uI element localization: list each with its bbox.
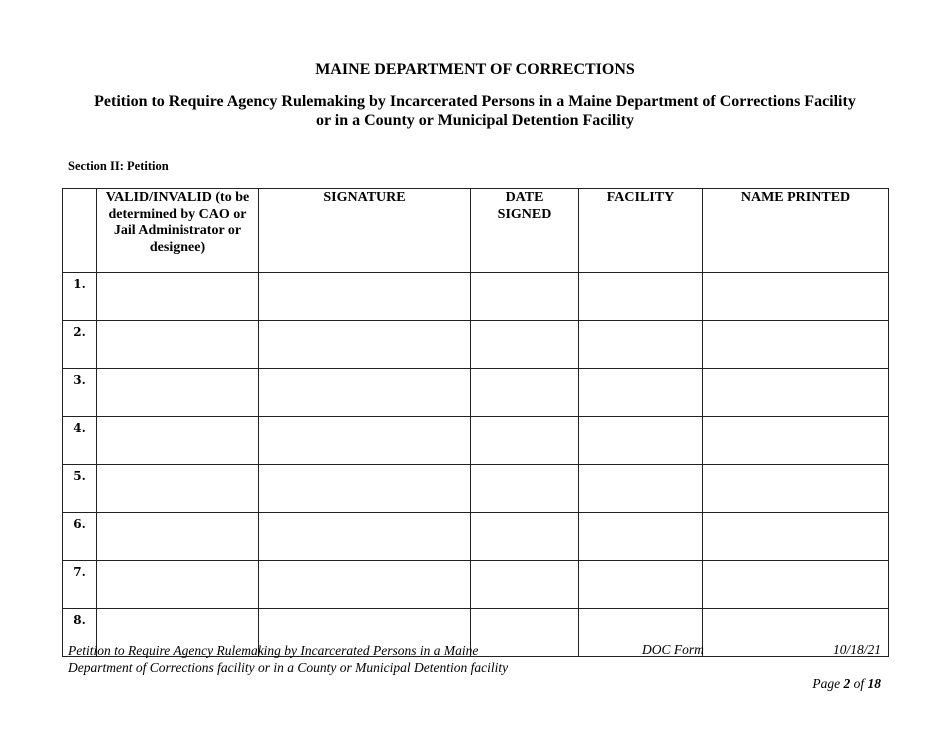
name-printed-cell[interactable]	[703, 321, 889, 369]
row-number: 8.	[63, 609, 97, 657]
row-number: 5.	[63, 465, 97, 513]
facility-cell[interactable]	[579, 465, 703, 513]
valid-invalid-cell[interactable]	[97, 273, 259, 321]
table-row	[63, 417, 889, 465]
date-signed-cell[interactable]	[471, 561, 579, 609]
name-printed-cell[interactable]	[703, 513, 889, 561]
section-label: Section II: Petition	[68, 159, 169, 173]
row-number: 4.	[63, 417, 97, 465]
valid-invalid-cell[interactable]	[97, 417, 259, 465]
row-number: 7.	[63, 561, 97, 609]
facility-cell[interactable]	[579, 561, 703, 609]
row-number: 6.	[63, 513, 97, 561]
row-number: 2.	[63, 321, 97, 369]
petition-title-line1: Petition to Require Agency Rulemaking by Incarcerated Persons in a Maine Department of Corrections Facility	[94, 93, 856, 110]
valid-invalid-cell[interactable]	[97, 465, 259, 513]
footer-line2: Department of Corrections facility or in a County or Municipal Detention facility	[68, 660, 509, 675]
page-current: 2	[843, 676, 851, 691]
signature-cell[interactable]	[259, 273, 471, 321]
table-row	[63, 273, 889, 321]
date-signed-cell[interactable]	[471, 321, 579, 369]
petition-title	[60, 92, 890, 130]
page-total: 18	[867, 676, 881, 691]
agency-title: MAINE DEPARTMENT OF CORRECTIONS	[315, 61, 635, 78]
column-header-number	[63, 189, 97, 273]
signature-cell[interactable]	[259, 465, 471, 513]
date-signed-cell[interactable]	[471, 513, 579, 561]
footer-line1: Petition to Require Agency Rulemaking by Incarcerated Persons in a Maine	[68, 643, 479, 658]
valid-invalid-cell[interactable]	[97, 321, 259, 369]
signature-cell[interactable]	[259, 321, 471, 369]
page-prefix: Page	[812, 676, 841, 691]
date-signed-cell[interactable]	[471, 465, 579, 513]
table-row	[63, 561, 889, 609]
table-header-row	[63, 189, 889, 273]
column-header-facility: FACILITY	[579, 189, 703, 273]
facility-cell[interactable]	[579, 417, 703, 465]
name-printed-cell[interactable]	[703, 369, 889, 417]
table-row	[63, 369, 889, 417]
footer-date: 10/18/21	[832, 642, 881, 657]
facility-cell[interactable]	[579, 369, 703, 417]
valid-invalid-cell[interactable]	[97, 513, 259, 561]
facility-cell[interactable]	[579, 321, 703, 369]
column-header-name-printed: NAME PRINTED	[703, 189, 889, 273]
page-of: of	[853, 676, 865, 691]
facility-cell[interactable]	[579, 273, 703, 321]
signature-cell[interactable]	[259, 561, 471, 609]
column-header-date-signed: DATE SIGNED	[471, 189, 579, 273]
valid-invalid-cell[interactable]	[97, 369, 259, 417]
signature-cell[interactable]	[259, 513, 471, 561]
footer-form-title	[68, 642, 588, 676]
page-number	[812, 676, 881, 692]
petition-table	[62, 188, 889, 657]
date-signed-cell[interactable]	[471, 273, 579, 321]
table-row	[63, 513, 889, 561]
date-signed-cell[interactable]	[471, 417, 579, 465]
name-printed-cell[interactable]	[703, 561, 889, 609]
signature-cell[interactable]	[259, 369, 471, 417]
valid-invalid-cell[interactable]	[97, 561, 259, 609]
table-row	[63, 465, 889, 513]
date-signed-cell[interactable]	[471, 369, 579, 417]
petition-title-line2: or in a County or Municipal Detention Facility	[315, 112, 635, 129]
facility-cell[interactable]	[579, 513, 703, 561]
name-printed-cell[interactable]	[703, 417, 889, 465]
column-header-valid-invalid: VALID/INVALID (to be determined by CAO or Jail Administrator or designee)	[97, 189, 259, 273]
row-number: 1.	[63, 273, 97, 321]
name-printed-cell[interactable]	[703, 273, 889, 321]
name-printed-cell[interactable]	[703, 465, 889, 513]
signature-cell[interactable]	[259, 417, 471, 465]
table-row	[63, 321, 889, 369]
row-number: 3.	[63, 369, 97, 417]
footer-form-label: DOC Form	[642, 642, 704, 657]
column-header-signature: SIGNATURE	[259, 189, 471, 273]
